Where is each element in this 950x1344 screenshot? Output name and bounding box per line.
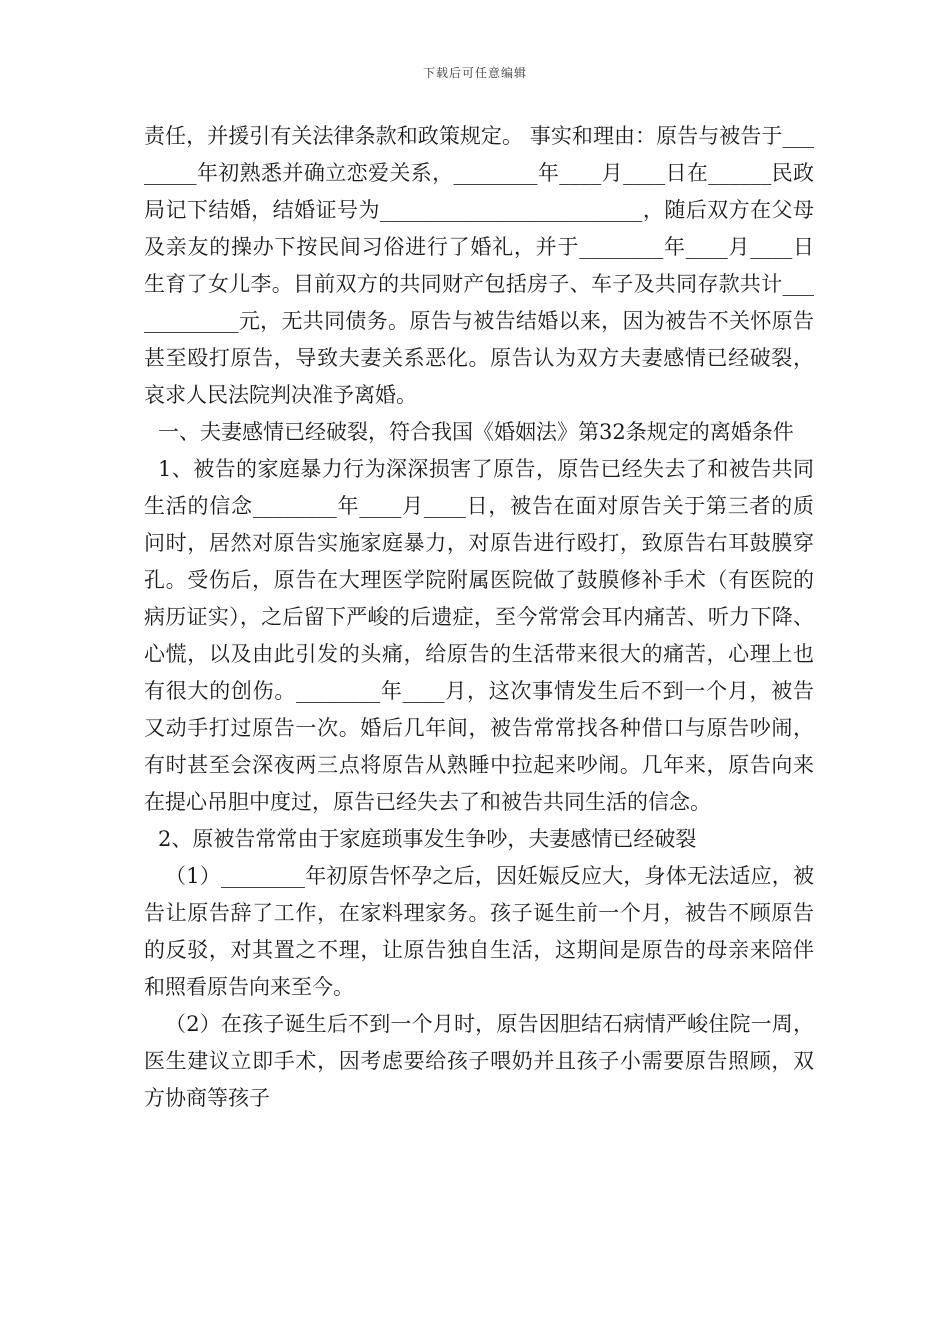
paragraph-point-one: 1、被告的家庭暴力行为深深损害了原告，原告已经失去了和被告共同生活的信念________年____月____日，被告在面对原告关于第三者的质问时，居然对原告实施家庭暴力，对原告进行殴打，致原告右耳鼓膜穿孔。受伤后，原告在大理医学院附属医院做了鼓膜修补手术（有医院的病历证实），之后留下严峻的后遗症，至今常常会耳内痛苦、听力下降、心慌，以及由此引发的头痛，给原告的生活带来很大的痛苦，心理上也有很大的创伤。________年____月，这次事情发生后不到一个月，被告又动手打过原告一次。婚后几年间，被告常常找各种借口与原告吵闹，有时甚至会深夜两三点将原告从熟睡中拉起来吵闹。几年来，原告向来在提心吊胆中度过，原告已经失去了和被告共同生活的信念。 xyxy=(144,457,814,814)
paragraph-section-one-heading: 一、夫妻感情已经破裂，符合我国《婚姻法》第32条规定的离婚条件 xyxy=(158,420,794,444)
document-body xyxy=(144,118,814,1117)
paragraph-item-two: （2）在孩子诞生后不到一个月时，原告因胆结石病情严峻住院一周，医生建议立即手术，因考虑要给孩子喂奶并且孩子小需要原告照顾，双方协商等孩子 xyxy=(144,1012,814,1110)
paragraph-point-two-heading: 2、原被告常常由于家庭琐事发生争吵，夫妻感情已经破裂 xyxy=(158,827,697,851)
paragraph-facts: 责任，并援引有关法律条款和政策规定。 事实和理由：原告与被告于________年初熟悉并确立恋爱关系，________年____月____日在______民政局记下结婚，结婚证号为_________________________，随后双方在父母及亲友的操办下按民间习俗进行了婚礼，并于________年____月____日生育了女儿李。目前双方的共同财产包括房子、车子及共同存款共计____________元，无共同债务。原告与被告结婚以来，因为被告不关怀原告甚至殴打原告，导致夫妻关系恶化。原告认为双方夫妻感情已经破裂，哀求人民法院判决准予离婚。 xyxy=(144,124,814,407)
page-header: 下载后可任意编辑 xyxy=(422,66,527,80)
paragraph-item-one: （1）________年初原告怀孕之后，因妊娠反应大，身体无法适应，被告让原告辞了工作，在家料理家务。孩子诞生前一个月，被告不顾原告的反驳，对其置之不理，让原告独自生活，这期间是原告的母亲来陪伴和照看原告向来至今。 xyxy=(144,864,814,999)
